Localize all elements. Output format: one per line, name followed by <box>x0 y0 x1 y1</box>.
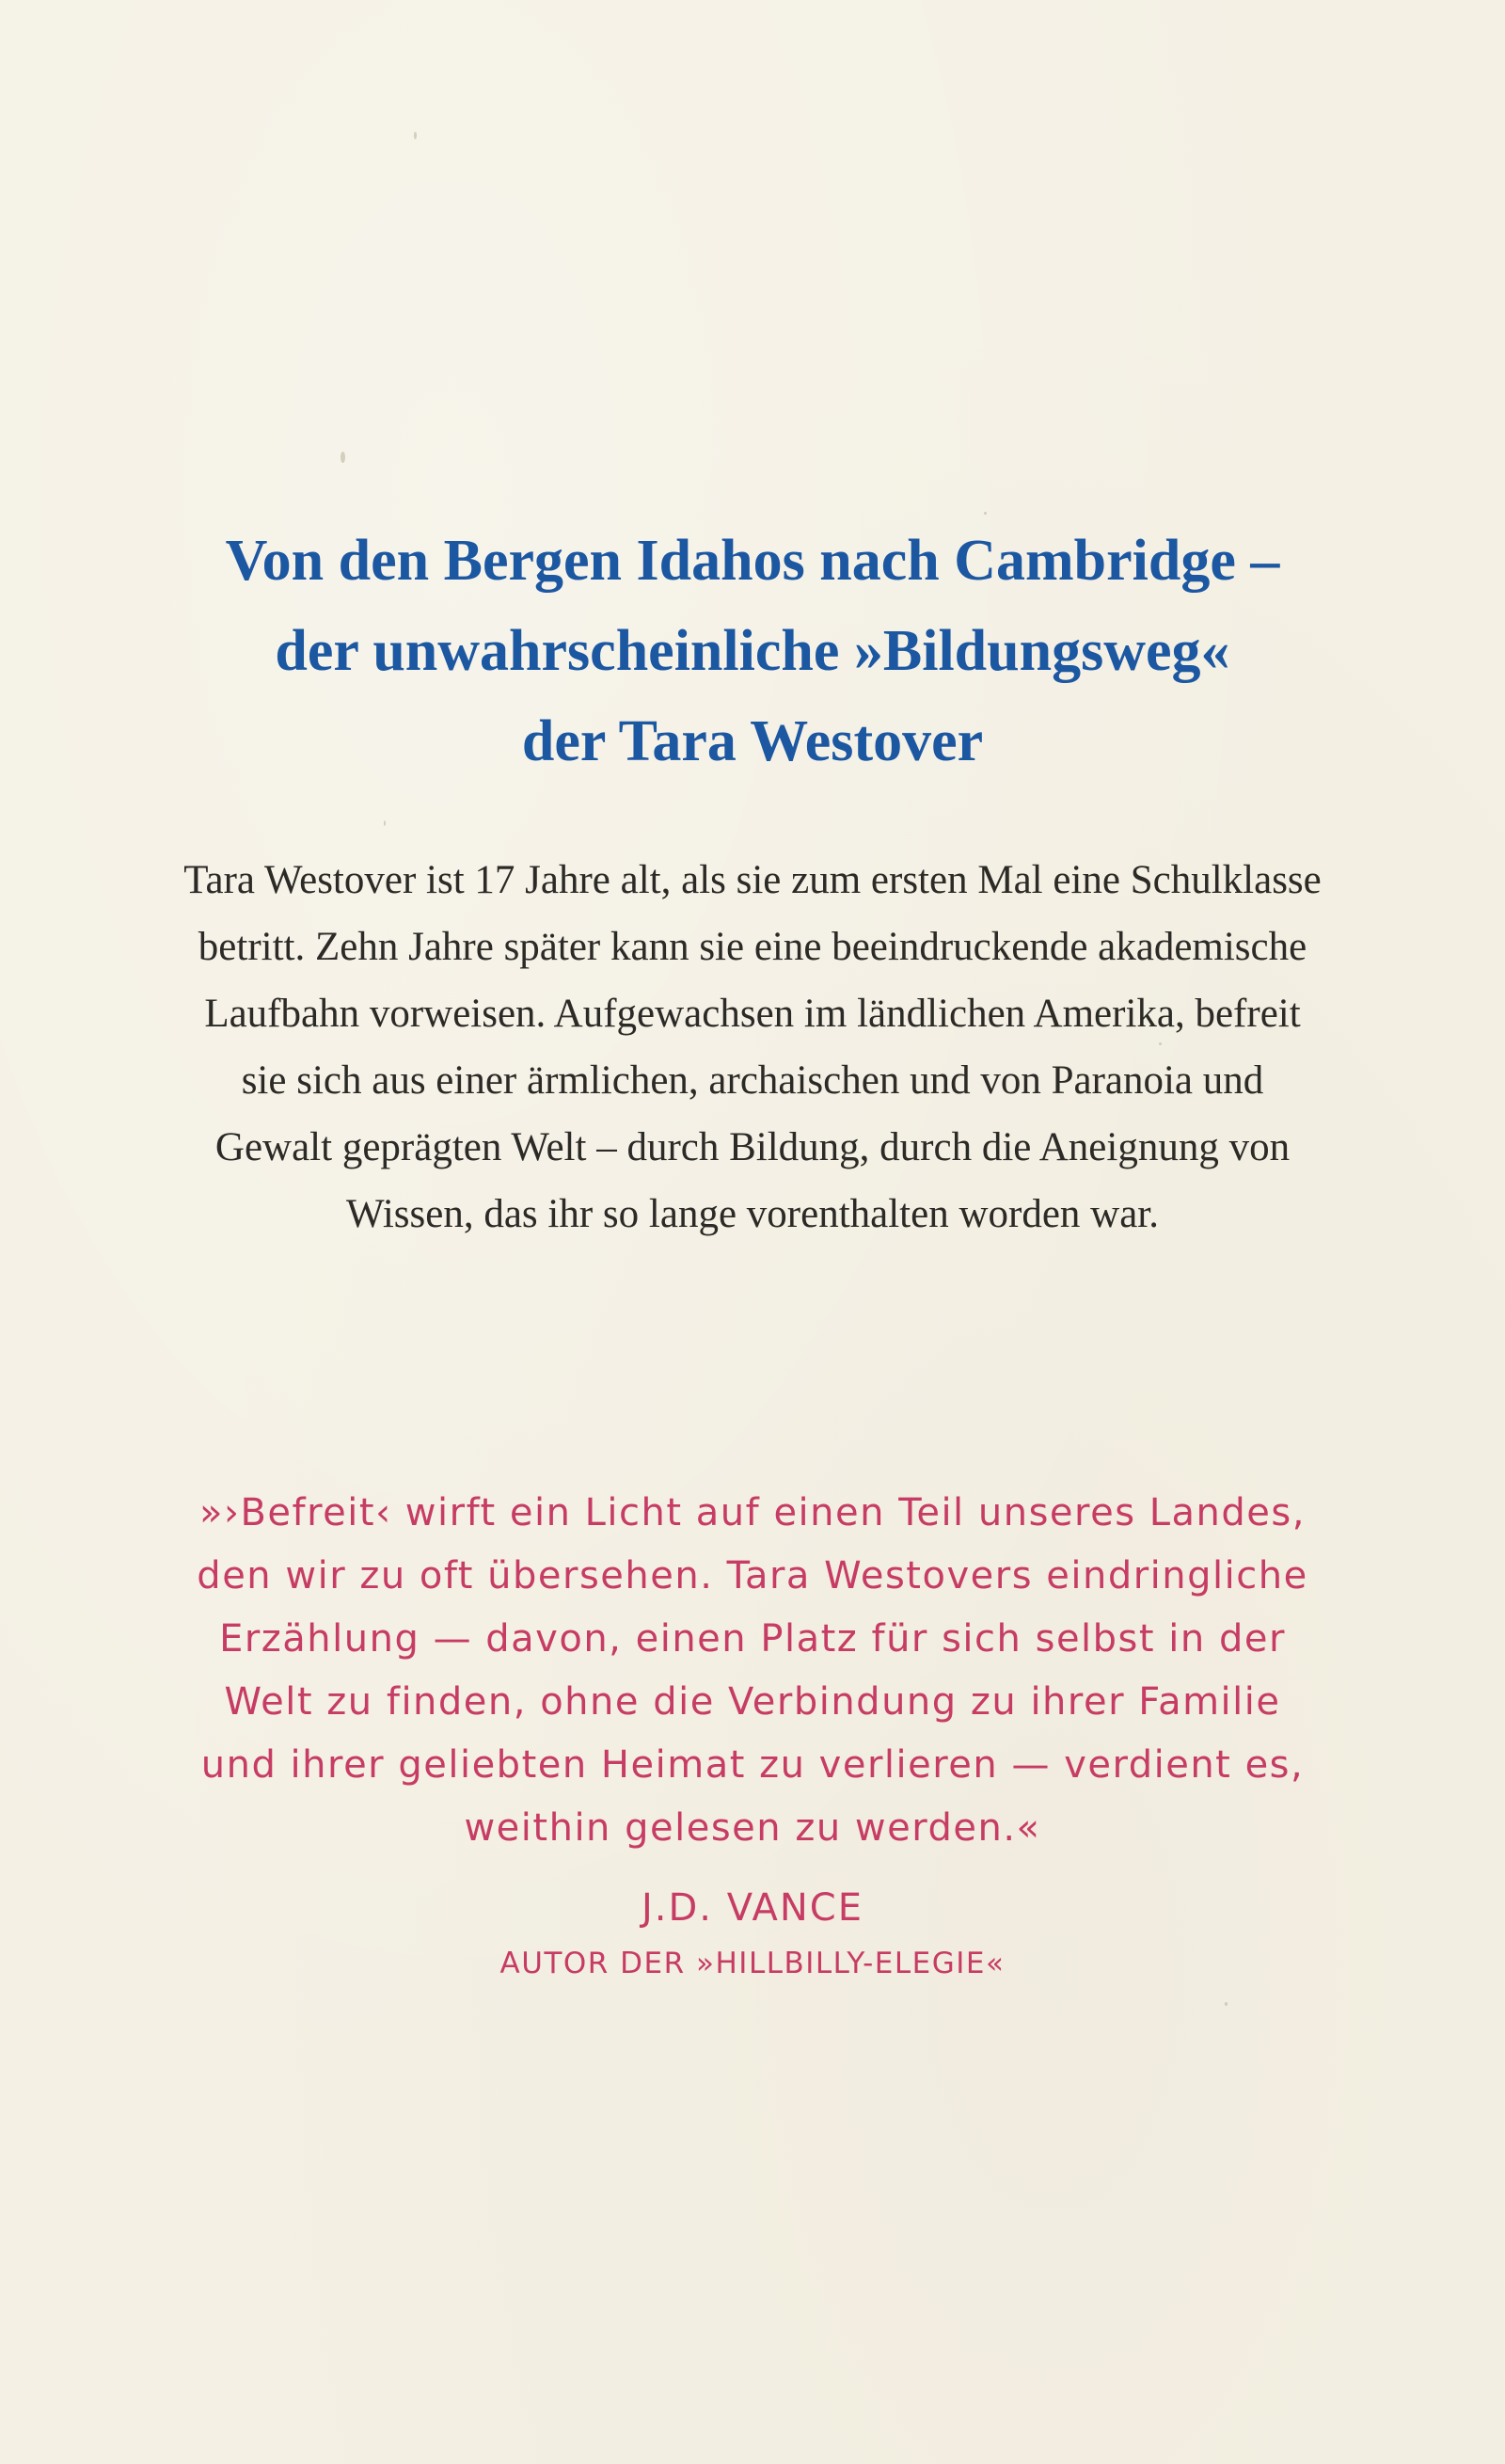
quote-line: und ihrer geliebten Heimat zu verlieren — verdient es, <box>200 1743 1305 1787</box>
blurb-line: Wissen, das ihr so lange vorenthalten worden war. <box>345 1192 1159 1236</box>
quote-author-name: J.D. VANCE <box>641 1886 864 1930</box>
blurb-line: Tara Westover ist 17 Jahre alt, als sie zum ersten Mal eine Schulklasse <box>183 858 1322 902</box>
paper-speck <box>341 452 345 463</box>
review-quote <box>0 1482 1505 1860</box>
blurb-line: Laufbahn vorweisen. Aufgewachsen im ländlichen Amerika, befreit <box>204 992 1301 1036</box>
quote-line: weithin gelesen zu werden.« <box>464 1806 1041 1850</box>
paper-speck <box>984 512 987 515</box>
quote-line: den wir zu oft übersehen. Tara Westovers eindringliche <box>197 1554 1308 1598</box>
quote-line: »›Befreit‹ wirft ein Licht auf einen Teil unseres Landes, <box>199 1491 1306 1534</box>
headline-line: der unwahrscheinliche »Bildungsweg« <box>275 619 1230 683</box>
headline-line: Von den Bergen Idahos nach Cambridge – <box>225 529 1280 593</box>
paper-speck <box>384 820 386 826</box>
blurb-line: Gewalt geprägten Welt – durch Bildung, durch die Aneignung von <box>214 1125 1291 1169</box>
paper-speck <box>1225 2002 1228 2006</box>
headline <box>0 516 1505 787</box>
blurb-line: sie sich aus einer ärmlichen, archaischen und von Paranoia und <box>241 1058 1264 1103</box>
quote-line: Erzählung — davon, einen Platz für sich selbst in der <box>219 1617 1286 1661</box>
blurb-paragraph <box>0 847 1505 1248</box>
blurb-line: betritt. Zehn Jahre später kann sie eine beeindruckende akademische <box>198 925 1307 969</box>
headline-line: der Tara Westover <box>521 709 984 773</box>
quote-line: Welt zu finden, ohne die Verbindung zu ihrer Familie <box>224 1680 1281 1724</box>
quote-author-credit: AUTOR DER »HILLBILLY-ELEGIE« <box>499 1947 1006 1980</box>
paper-speck <box>414 132 417 139</box>
